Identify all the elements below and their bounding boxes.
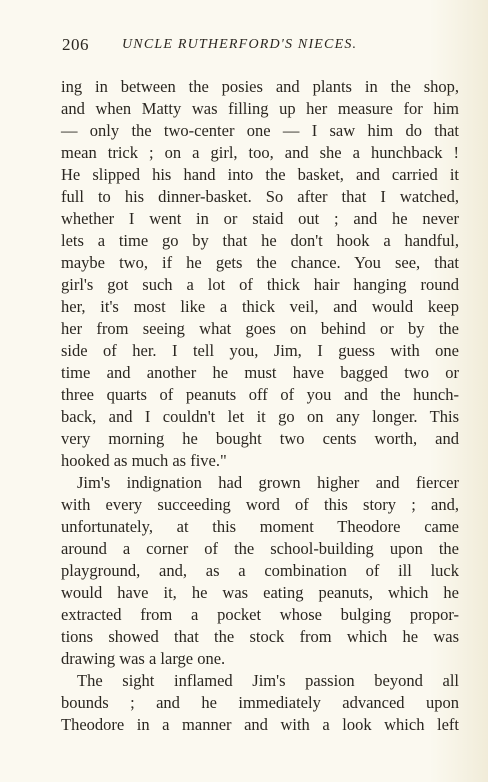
text-line: with every succeeding word of this story ; and, (61, 495, 459, 514)
text-line: Theodore in a manner and with a look which left (61, 715, 459, 734)
text-line: lets a time go by that he don't hook a handful, (61, 231, 459, 250)
text-line: full to his dinner-basket. So after that I watched, (61, 187, 459, 206)
text-line: whether I went in or staid out ; and he never (61, 209, 459, 228)
text-line: mean trick ; on a girl, too, and she a hunchback ! (61, 143, 459, 162)
text-line: drawing was a large one. (61, 649, 226, 668)
text-line: The sight inflamed Jim's passion beyond all (77, 671, 459, 690)
text-line: her, it's most like a thick veil, and would keep (61, 297, 459, 316)
page-header (62, 35, 462, 57)
text-line: side of her. I tell you, Jim, I guess with one (61, 341, 459, 360)
text-line: and when Matty was filling up her measure for him (61, 99, 459, 118)
text-line: back, and I couldn't let it go on any longer. This (61, 407, 459, 426)
paragraph (61, 670, 459, 736)
running-head: UNCLE RUTHERFORD'S NIECES. (122, 37, 358, 52)
page-number: 206 (62, 35, 89, 54)
text-line: ing in between the posies and plants in the shop, (61, 77, 459, 96)
text-line: He slipped his hand into the basket, and carried it (61, 165, 459, 184)
text-line: unfortunately, at this moment Theodore came (61, 517, 459, 536)
text-line: maybe two, if he gets the chance. You see, that (61, 253, 459, 272)
text-line: Jim's indignation had grown higher and fiercer (77, 473, 459, 492)
paragraph (61, 76, 459, 472)
text-line: hooked as much as five." (61, 451, 227, 470)
body-text (61, 76, 459, 736)
text-line: tions showed that the stock from which he was (61, 627, 459, 646)
text-line: — only the two-center one — I saw him do that (61, 121, 459, 140)
text-line: around a corner of the school-building upon the (61, 539, 459, 558)
text-line: time and another he must have bagged two or (61, 363, 459, 382)
text-line: bounds ; and he immediately advanced upon (61, 693, 459, 712)
text-line: three quarts of peanuts off of you and the hunch- (61, 385, 459, 404)
text-line: playground, and, as a combination of ill luck (61, 561, 459, 580)
text-line: extracted from a pocket whose bulging propor- (61, 605, 459, 624)
paragraph (61, 472, 459, 670)
text-line: would have it, he was eating peanuts, which he (61, 583, 459, 602)
text-line: very morning he bought two cents worth, and (61, 429, 459, 448)
text-line: girl's got such a lot of thick hair hanging round (61, 275, 459, 294)
text-line: her from seeing what goes on behind or by the (61, 319, 459, 338)
